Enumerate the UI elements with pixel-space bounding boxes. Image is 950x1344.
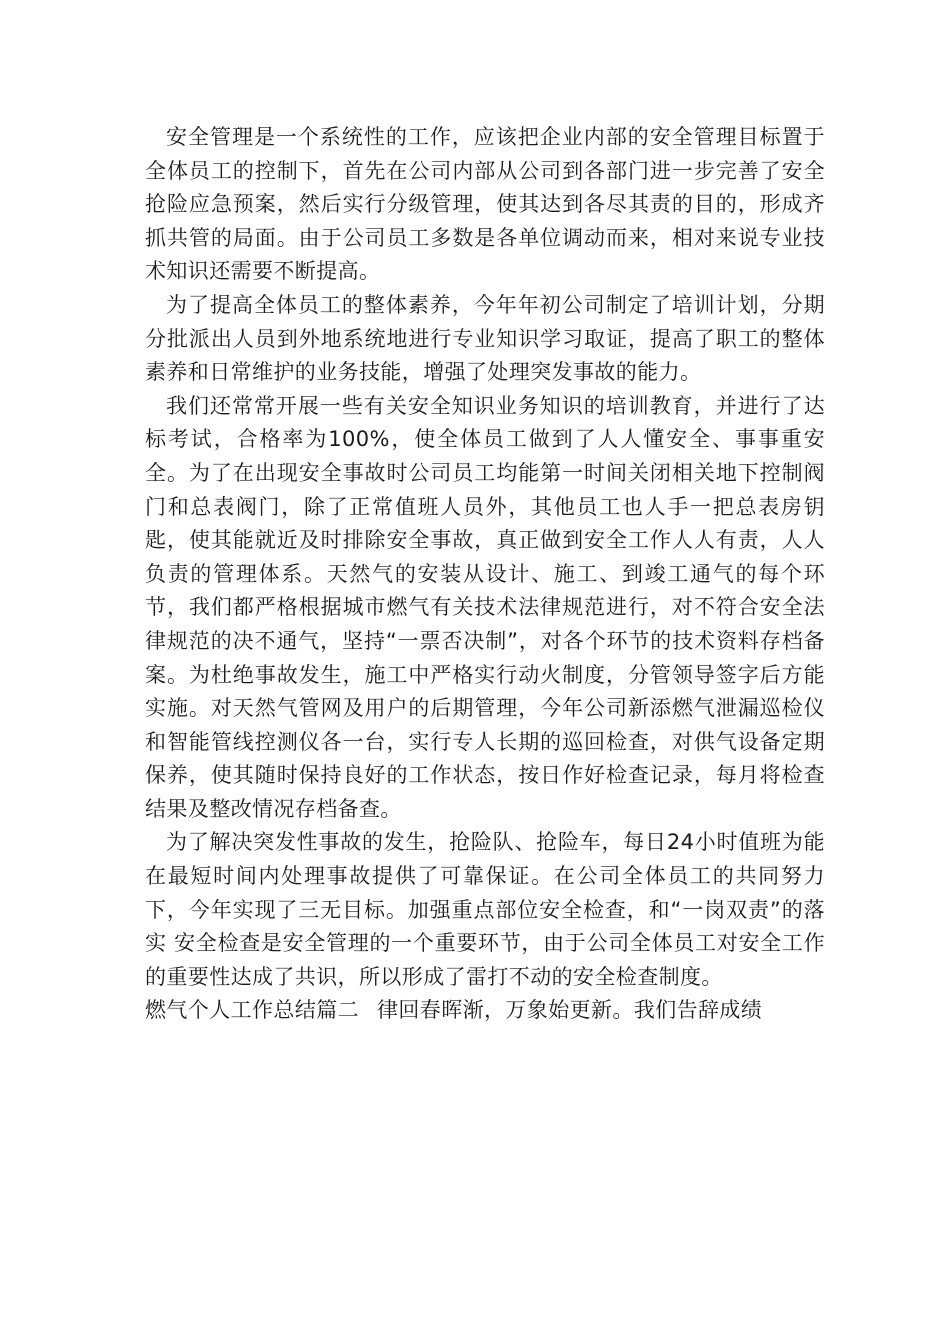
paragraph-3: 我们还常常开展一些有关安全知识业务知识的培训教育，并进行了达标考试，合格率为100%，使全体员工做到了人人懂安全、事事重安全。为了在出现安全事故时公司员工均能第一时间关闭相关地下控制阀门和总表阀门，除了正常值班人员外，其他员工也人手一把总表房钥匙，使其能就近及时排除安全事故，真正做到安全工作人人有责，人人负责的管理体系。天然气的安装从设计、施工、到竣工通气的每个环节，我们都严格根据城市燃气有关技术法律规范进行，对不符合安全法律规范的决不通气，坚持“一票否决制”，对各个环节的技术资料存档备案。为杜绝事故发生，施工中严格实行动火制度，分管领导签字后方能实施。对天然气管网及用户的后期管理，今年公司新添燃气泄漏巡检仪和智能管线控测仪各一台，实行专人长期的巡回检查，对供气设备定期保养，使其随时保持良好的工作状态，按日作好检查记录，每月将检查结果及整改情况存档备查。: [145, 393, 825, 821]
paragraph-2: 为了提高全体员工的整体素养，今年年初公司制定了培训计划，分期分批派出人员到外地系统地进行专业知识学习取证，提高了职工的整体素养和日常维护的业务技能，增强了处理突发事故的能力。: [145, 292, 825, 385]
section-title: 燃气个人工作总结篇二: [145, 998, 359, 1023]
document-body: [145, 121, 825, 1028]
section-heading-line: [145, 994, 825, 1028]
paragraph-4: 为了解决突发性事故的发生，抢险队、抢险车，每日24小时值班为能在最短时间内处理事故提供了可靠保证。在公司全体员工的共同努力下，今年实现了三无目标。加强重点部位安全检查，和“一岗双责”的落实 安全检查是安全管理的一个重要环节，由于公司全体员工对安全工作的重要性达成了共识，所以形成了雷打不动的安全检查制度。: [145, 830, 825, 989]
paragraph-1: 安全管理是一个系统性的工作，应该把企业内部的安全管理目标置于全体员工的控制下，首先在公司内部从公司到各部门进一步完善了安全抢险应急预案，然后实行分级管理，使其达到各尽其责的目的，形成齐抓共管的局面。由于公司员工多数是各单位调动而来，相对来说专业技术知识还需要不断提高。: [145, 125, 825, 284]
section-opening-text: 律回春晖渐，万象始更新。我们告辞成绩: [377, 998, 763, 1023]
